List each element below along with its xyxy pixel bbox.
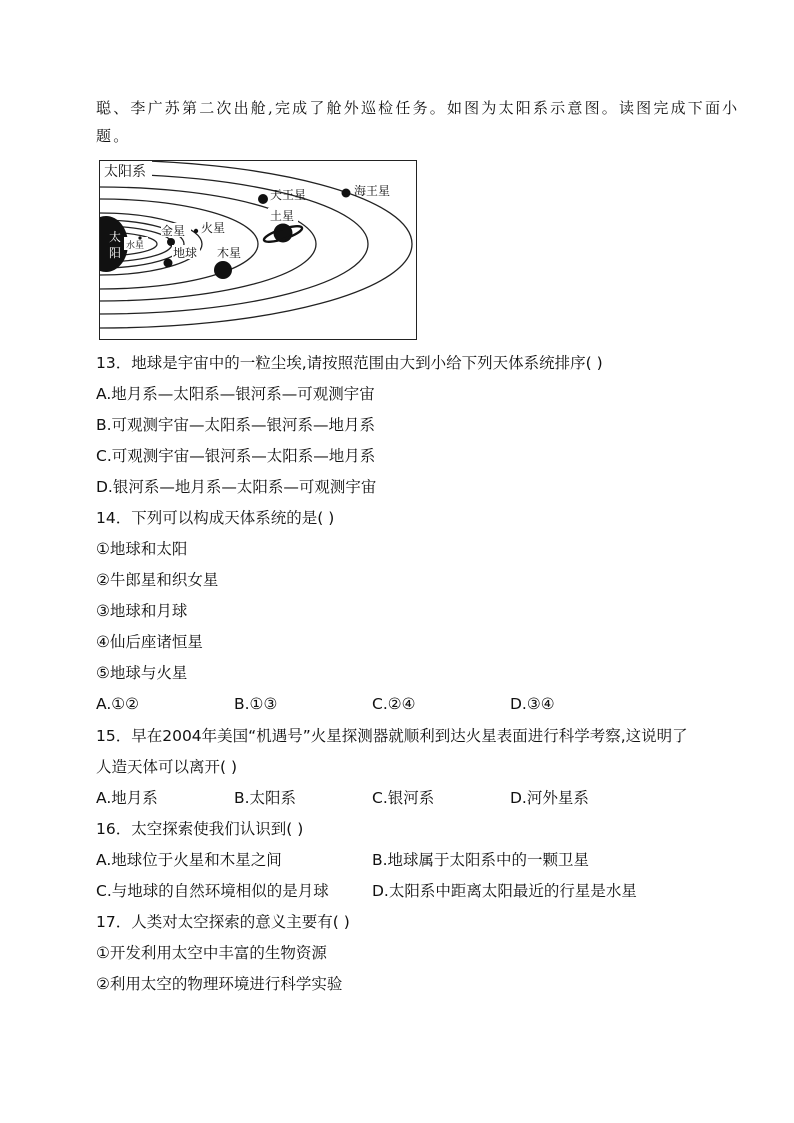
q15-option-a: A.地月系 [96,789,158,807]
q14-item-2: ②牛郎星和织女星 [96,571,219,589]
uranus-icon [258,194,268,204]
solar-system-figure [99,160,417,340]
sun-label-top: 太 [109,230,122,244]
mars-icon [194,229,198,233]
venus-icon [167,238,175,246]
q15-option-d: D.河外星系 [510,789,589,807]
q16-option-a: A.地球位于火星和木星之间 [96,851,282,869]
q13-option-b: B.可观测宇宙—太阳系—银河系—地月系 [96,416,376,434]
saturn-icon [262,223,303,245]
earth-icon [164,259,173,268]
mercury-label: 水星 [126,241,145,251]
q14-item-1: ①地球和太阳 [96,540,188,558]
q14-item-3: ③地球和月球 [96,602,188,620]
q16-stem: 16．太空探索使我们认识到( ) [96,820,304,838]
intro-line-2: 题。 [96,127,131,145]
q16-option-b: B.地球属于太阳系中的一颗卫星 [372,851,590,869]
sun-icon [100,216,128,272]
q14-option-b: B.①③ [234,695,278,713]
sun-label-bottom: 阳 [109,246,122,260]
intro-line-1: 聪、李广苏第二次出舱,完成了舱外巡检任务。如图为太阳系示意图。读图完成下面小 [96,99,740,117]
q14-option-a: A.①② [96,695,140,713]
q17-stem: 17．人类对太空探索的意义主要有( ) [96,913,350,931]
q14-option-c: C.②④ [372,695,416,713]
uranus-label: 天王星 [270,188,307,202]
q14-option-d: D.③④ [510,695,555,713]
q14-stem: 14．下列可以构成天体系统的是( ) [96,509,335,527]
q14-item-4: ④仙后座诸恒星 [96,633,203,651]
solar-system-diagram [100,161,416,339]
q13-option-c: C.可观测宇宙—银河系—太阳系—地月系 [96,447,376,465]
jupiter-label: 木星 [217,246,242,260]
jupiter-icon [214,261,232,279]
q15-option-b: B.太阳系 [234,789,297,807]
neptune-label: 海王星 [354,184,391,198]
q13-option-d: D.银河系—地月系—太阳系—可观测宇宙 [96,478,377,496]
neptune-icon [342,189,351,198]
q17-item-2: ②利用太空的物理环境进行科学实验 [96,975,343,993]
q16-option-d: D.太阳系中距离太阳最近的行星是水星 [372,882,637,900]
q13-option-a: A.地月系—太阳系—银河系—可观测宇宙 [96,385,375,403]
q15-stem-line-2: 人造天体可以离开( ) [96,758,238,776]
q14-item-5: ⑤地球与火星 [96,664,188,682]
q17-item-1: ①开发利用太空中丰富的生物资源 [96,944,327,962]
q16-option-c: C.与地球的自然环境相似的是月球 [96,882,329,900]
mercury-icon [138,236,141,239]
earth-label: 地球 [173,246,198,260]
q13-stem: 13．地球是宇宙中的一粒尘埃,请按照范围由大到小给下列天体系统排序( ) [96,354,603,372]
venus-label: 金星 [161,224,186,238]
q15-stem-line-1: 15．早在2004年美国“机遇号”火星探测器就顺利到达火星表面进行科学考察,这说明了 [96,727,688,745]
mars-label: 火星 [201,221,226,235]
q15-option-c: C.银河系 [372,789,435,807]
saturn-label: 土星 [270,209,295,223]
figure-title: 太阳系 [104,164,146,180]
